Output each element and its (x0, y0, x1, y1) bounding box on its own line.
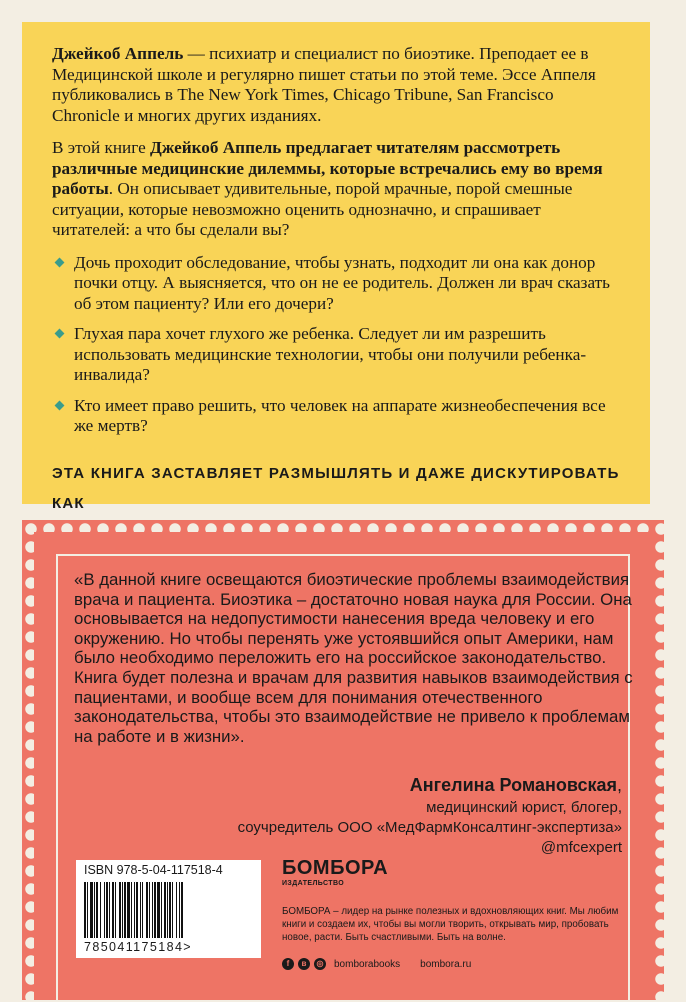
publisher-description: БОМБОРА – лидер на рынке полезных и вдохновляющих книг. Мы любим книги и создаем их, чтобы вы могли творить, открывать мир, пробовать новое, расти. Быть счастливыми. Быть на волне. (282, 906, 619, 943)
quote-role-1: медицинский юрист, блогер, (426, 799, 622, 816)
expert-quote: «В данной книге освещаются биоэтические проблемы взаимодействия врача и пациента. Биоэтика – достаточно новая наука для России. Она основывается на недопустимости нанесения вреда человеку и его окружению. Но чтобы перенять уже устоявшийся опыт Америки, нам было необходимо переложить его на российское законодательство. Книга будет полезна и врачам для развития навыков взаимодействия с пациентами, и вообще всем для понимания отечественного законодательства, чтобы это взаимодействие не привело к проблемам на работе и в жизни». (74, 570, 633, 746)
quote-handle: @mfcexpert (540, 839, 622, 856)
diamond-bullet-icon (55, 400, 65, 410)
lead-prefix: В этой книге (52, 138, 151, 157)
publisher-site[interactable]: bombora.ru (420, 958, 472, 970)
bio-text: — психиатр и специалист по биоэтике. Преподает ее в Медицинской школе и регулярно пишет статьи по этой теме. Эссе Аппеля публиковались в The New York Times, Chicago Tribune, San Francisco Chronicle и многих других изданиях. (52, 44, 596, 125)
isbn-barcode (76, 860, 261, 958)
diamond-bullet-icon (55, 257, 65, 267)
quote-attribution (238, 772, 622, 858)
dilemma-list (52, 253, 622, 437)
list-item: Дочь проходит обследование, чтобы узнать, подходит ли она как донор почки отцу. А выясняется, что он не ее родитель. Должен ли врач сказать об этом пациенту? Или его дочери? (52, 253, 622, 315)
postage-stamp-block (22, 520, 664, 1000)
publisher-logo: БОМБОРА (282, 857, 389, 879)
barcode-bar (183, 882, 184, 938)
quote-author: Ангелина Романовская, (409, 775, 622, 795)
author-bio (52, 44, 622, 126)
isbn-label: ISBN 978-5-04-117518-4 (84, 863, 223, 877)
barcode-digits: 785041175184> (84, 940, 192, 954)
facebook-icon[interactable]: f (282, 958, 294, 970)
author-name: Джейкоб Аппель (52, 44, 184, 63)
annotation-panel (22, 22, 650, 512)
instagram-icon[interactable]: ◎ (314, 958, 326, 970)
publisher-block (282, 858, 632, 970)
list-item: Глухая пара хочет глухого же ребенка. Следует ли им разрешить использовать медицинские технологии, чтобы они получили ребенка-инвалида? (52, 324, 622, 386)
lead-rest: . Он описывает удивительные, порой мрачные, порой смешные ситуации, которые невозможно оценить однозначно, и спрашивает читателей: а что бы сделали вы? (52, 179, 573, 239)
lead-bold: Джейкоб Аппель предлагает читателям рассмотреть различные медицинские дилеммы, которые встречались ему во время работы (52, 138, 603, 198)
vk-icon[interactable]: в (298, 958, 310, 970)
publisher-socials (282, 958, 632, 970)
diamond-bullet-icon (55, 329, 65, 339)
stamp-body (34, 532, 652, 1000)
book-lead (52, 138, 622, 241)
publisher-logo-sub: ИЗДАТЕЛЬСТВО (282, 880, 345, 887)
tagline-line-1: ЭТА КНИГА ЗАСТАВЛЯЕТ РАЗМЫШЛЯТЬ И ДАЖЕ ДИСКУТИРОВАТЬ КАК (52, 464, 620, 512)
quote-role-2: соучредитель ООО «МедФармКонсалтинг-экспертиза» (237, 819, 622, 836)
list-item: Кто имеет право решить, что человек на аппарате жизнеобеспечения все же мертв? (52, 396, 622, 437)
barcode-bars (84, 882, 250, 938)
social-handle[interactable]: bomborabooks (334, 958, 401, 970)
